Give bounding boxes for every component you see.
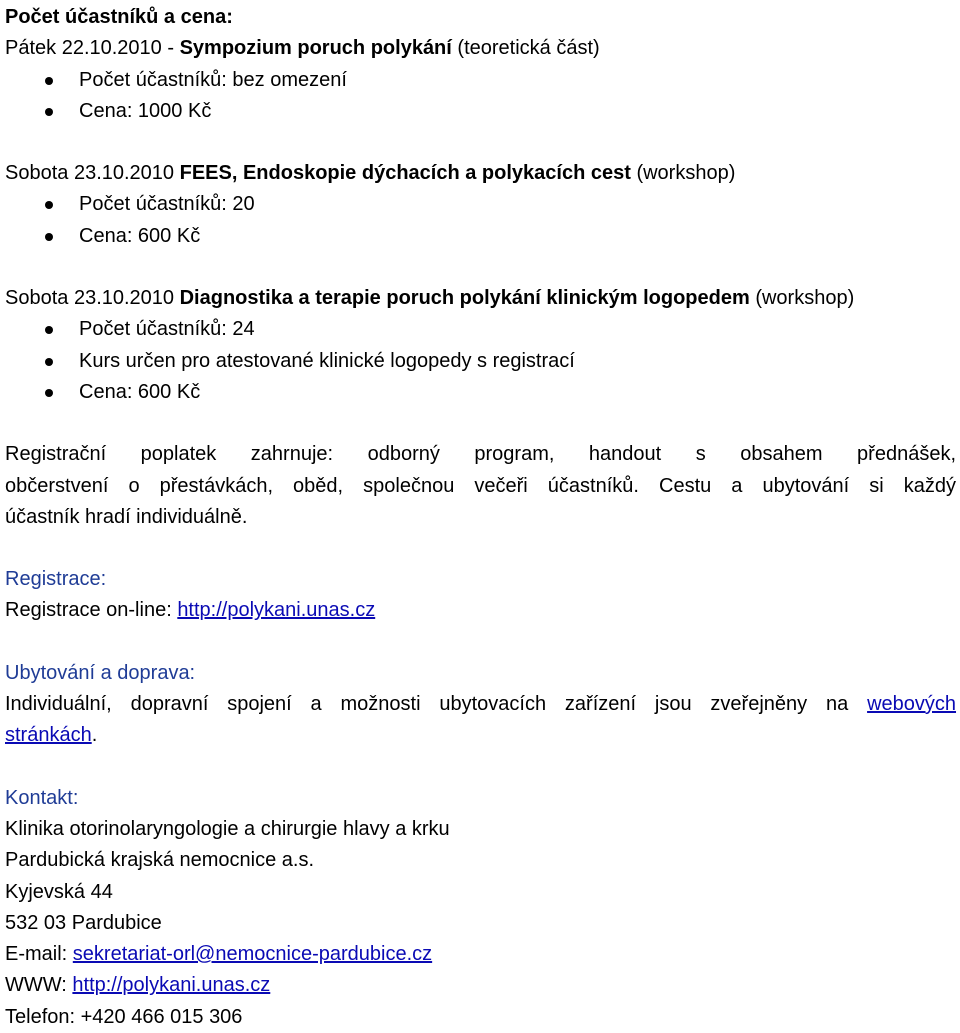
contact-email — [5, 939, 956, 970]
webpage-link-continued[interactable]: stránkách — [5, 724, 92, 747]
event-3-details — [5, 314, 956, 408]
list-item: Počet účastníků: bez omezení — [5, 65, 956, 96]
email-link[interactable]: sekretariat-orl@nemocnice-pardubice.cz — [72, 943, 433, 966]
event-3-header — [5, 283, 956, 314]
accommodation-line-2: stránkách. — [5, 724, 98, 747]
bullet-icon — [45, 77, 53, 85]
event-type: (workshop) — [755, 287, 855, 310]
event-type: (workshop) — [636, 162, 736, 185]
event-title: Diagnostika a terapie poruch polykání klinickým logopedem — [179, 287, 750, 310]
registration-label: Registrace on-line: — [5, 599, 172, 622]
contact-phone: Telefon: +420 466 015 306 — [5, 1005, 243, 1028]
event-1-details — [5, 65, 956, 128]
registration-link[interactable]: http://polykani.unas.cz — [177, 599, 376, 622]
bullet-icon — [45, 201, 53, 209]
bullet-icon — [45, 233, 53, 241]
event-date: Pátek 22.10.2010 - — [5, 37, 175, 60]
event-type: (teoretická část) — [457, 37, 600, 60]
www-link[interactable]: http://polykani.unas.cz — [72, 974, 271, 997]
bullet-icon — [45, 389, 53, 397]
fee-line: Registrační poplatek zahrnuje: odborný program, handout s obsahem přednášek, — [5, 443, 956, 466]
registration-heading: Registrace: — [5, 568, 107, 591]
registration-line — [5, 595, 956, 626]
list-item: Počet účastníků: 20 — [5, 189, 956, 220]
bullet-icon — [45, 108, 53, 116]
list-item: Cena: 600 Kč — [5, 377, 956, 408]
event-title: Sympozium poruch polykání — [179, 37, 452, 60]
fee-line: účastník hradí individuálně. — [5, 505, 248, 528]
event-1-header — [5, 33, 956, 64]
accommodation-line — [5, 689, 956, 720]
contact-heading: Kontakt: — [5, 786, 79, 809]
contact-line: Pardubická krajská nemocnice a.s. — [5, 849, 315, 872]
event-date: Sobota 23.10.2010 — [5, 162, 175, 185]
bullet-icon — [45, 326, 53, 334]
email-label: E-mail: — [5, 943, 68, 966]
contact-line: Klinika otorinolaryngologie a chirurgie hlavy a krku — [5, 817, 450, 840]
event-2-details — [5, 189, 956, 252]
event-2-header — [5, 158, 956, 189]
list-item: Cena: 600 Kč — [5, 221, 956, 252]
webpage-link[interactable]: webových — [867, 693, 957, 716]
accommodation-text: Individuální, dopravní spojení a možnosti ubytovacích zařízení jsou zveřejněny na — [5, 693, 849, 716]
fee-paragraph — [5, 439, 956, 533]
contact-line: 532 03 Pardubice — [5, 911, 162, 934]
list-item: Počet účastníků: 24 — [5, 314, 956, 345]
contact-www — [5, 970, 956, 1001]
section-heading: Počet účastníků a cena: — [5, 6, 233, 28]
event-title: FEES, Endoskopie dýchacích a polykacích cest — [179, 162, 631, 185]
bullet-icon — [45, 358, 53, 366]
list-item: Cena: 1000 Kč — [5, 96, 956, 127]
accommodation-heading: Ubytování a doprava: — [5, 661, 196, 684]
event-date: Sobota 23.10.2010 — [5, 287, 175, 310]
list-item: Kurs určen pro atestované klinické logopedy s registrací — [5, 346, 956, 377]
www-label: WWW: — [5, 974, 67, 997]
contact-line: Kyjevská 44 — [5, 880, 113, 903]
fee-line: občerstvení o přestávkách, oběd, společnou večeři účastníků. Cestu a ubytování si každý — [5, 474, 956, 497]
